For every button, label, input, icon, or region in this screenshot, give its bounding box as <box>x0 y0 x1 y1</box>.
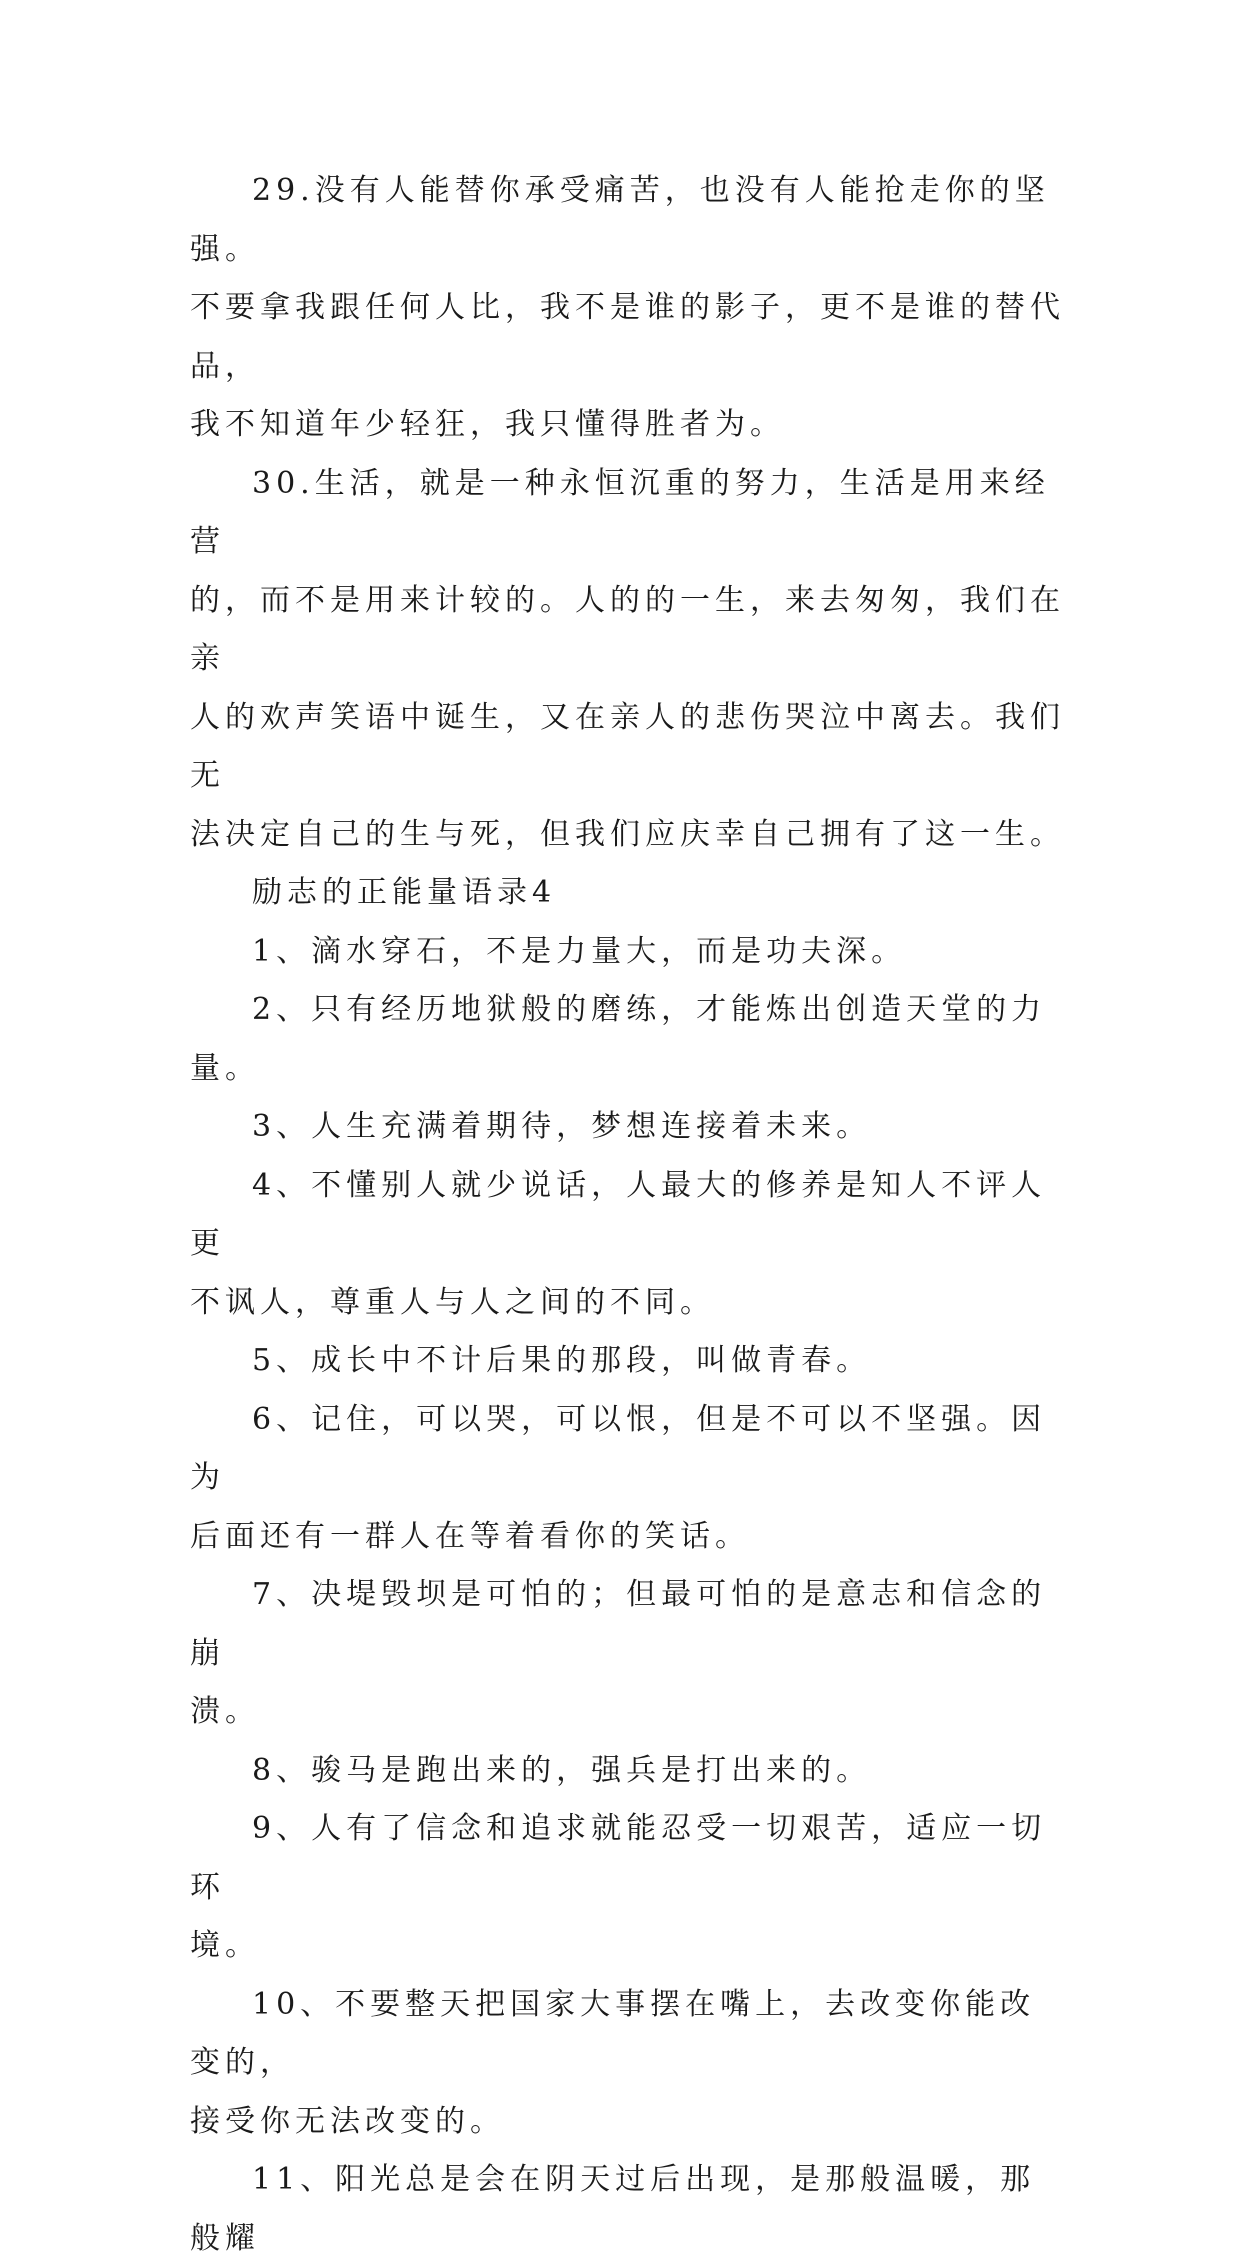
quote-item-11 <box>190 2151 1070 2268</box>
section-heading <box>190 864 1070 923</box>
text-line: 10、不要整天把国家大事摆在嘴上，去改变你能改变的， <box>190 1986 1036 2080</box>
text-line: 不要拿我跟任何人比，我不是谁的影子，更不是谁的替代品， <box>190 290 1065 384</box>
paragraph-30 <box>190 455 1070 865</box>
text-line: 溃。 <box>190 1694 260 1729</box>
text-line: 后面还有一群人在等着看你的笑话。 <box>190 1518 750 1554</box>
text-line: 人的欢声笑语中诞生，又在亲人的悲伤哭泣中离去。我们无 <box>190 699 1065 793</box>
text-line: 5、成长中不计后果的那段，叫做青春。 <box>252 1343 872 1378</box>
paragraph-29 <box>190 162 1070 455</box>
text-line: 1、滴水穿石，不是力量大，而是功夫深。 <box>252 933 907 969</box>
quote-item-1 <box>190 923 1070 982</box>
text-line: 8、骏马是跑出来的，强兵是打出来的。 <box>252 1752 872 1788</box>
text-line: 我不知道年少轻狂，我只懂得胜者为。 <box>190 407 785 442</box>
text-line: 4、不懂别人就少说话，人最大的修养是知人不评人更 <box>190 1167 1047 1261</box>
text-line: 不讽人，尊重人与人之间的不同。 <box>190 1284 715 1320</box>
quote-item-3 <box>190 1098 1070 1157</box>
quote-item-7 <box>190 1566 1070 1742</box>
quote-item-10 <box>190 1976 1070 2152</box>
text-line: 境。 <box>190 1928 260 1963</box>
text-line: 7、决堤毁坝是可怕的；但最可怕的是意志和信念的崩 <box>190 1577 1047 1671</box>
quote-item-2 <box>190 981 1070 1098</box>
text-line: 3、人生充满着期待，梦想连接着未来。 <box>252 1109 872 1144</box>
quote-item-5 <box>190 1332 1070 1391</box>
text-line: 法决定自己的生与死，但我们应庆幸自己拥有了这一生。 <box>190 816 1065 852</box>
document-body <box>190 162 1070 2268</box>
quote-item-8 <box>190 1742 1070 1801</box>
text-line: 2、只有经历地狱般的磨练，才能炼出创造天堂的力量。 <box>190 992 1047 1086</box>
text-line: 29.没有人能替你承受痛苦，也没有人能抢走你的坚强。 <box>190 173 1050 267</box>
text-line: 接受你无法改变的。 <box>190 2103 505 2139</box>
text-line: 6、记住，可以哭，可以恨，但是不可以不坚强。因为 <box>190 1401 1047 1495</box>
heading-text: 励志的正能量语录4 <box>252 875 557 910</box>
text-line: 30.生活，就是一种永恒沉重的努力，生活是用来经营 <box>190 465 1050 559</box>
text-line: 的，而不是用来计较的。人的的一生，来去匆匆，我们在亲 <box>190 582 1065 676</box>
quote-item-9 <box>190 1800 1070 1976</box>
quote-item-4 <box>190 1157 1070 1333</box>
text-line: 11、阳光总是会在阴天过后出现，是那般温暖，那般耀 <box>190 2162 1036 2256</box>
quote-item-6 <box>190 1391 1070 1567</box>
text-line: 9、人有了信念和追求就能忍受一切艰苦，适应一切环 <box>190 1811 1047 1905</box>
